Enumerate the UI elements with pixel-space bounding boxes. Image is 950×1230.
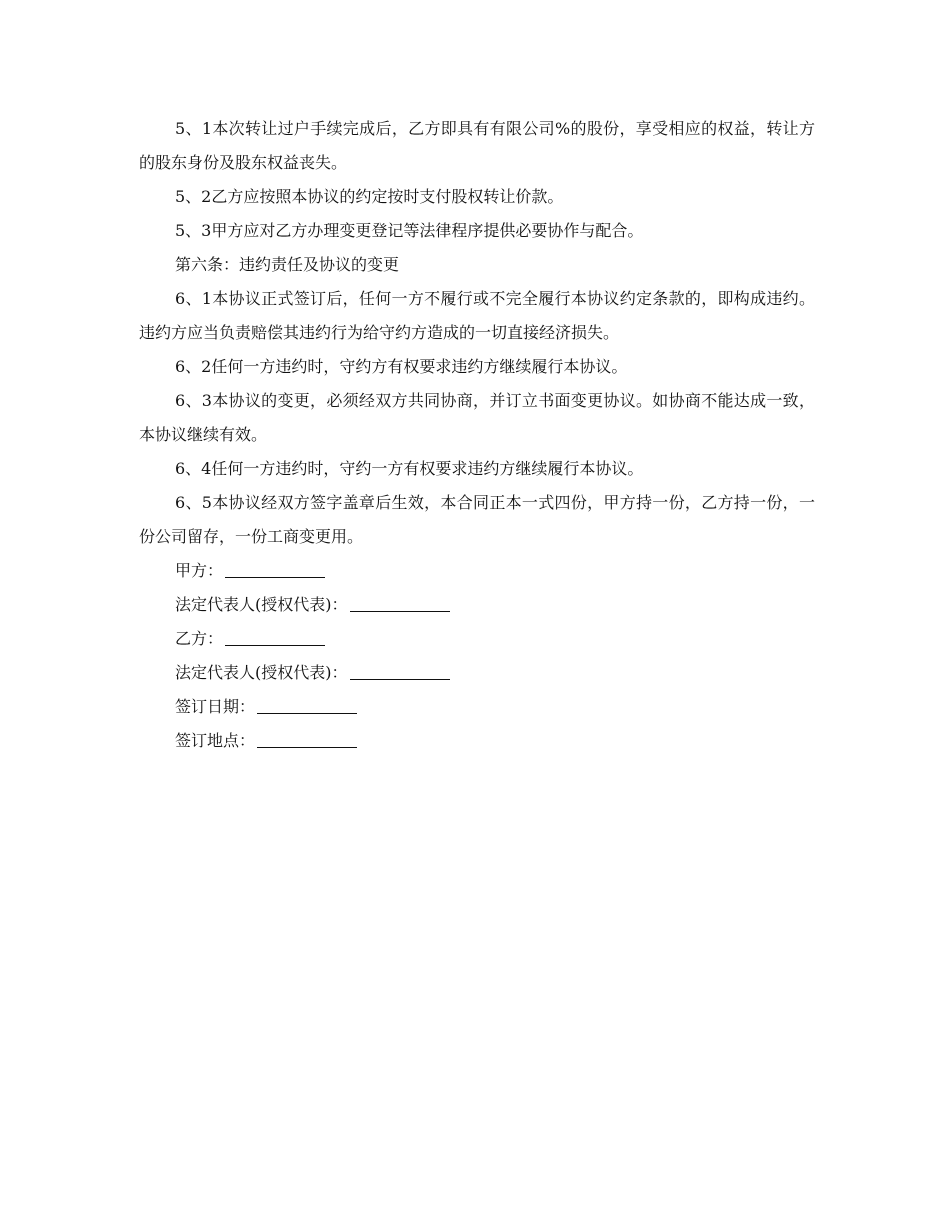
signature-party-b-representative-blank xyxy=(350,663,450,680)
signature-party-b xyxy=(139,622,815,656)
signature-party-a-representative-blank xyxy=(350,595,450,612)
clause-5-1: 5、1本次转让过户手续完成后，乙方即具有有限公司%的股份，享受相应的权益，转让方的股东身份及股东权益丧失。 xyxy=(139,119,815,172)
clause-6-5: 6、5本协议经双方签字盖章后生效，本合同正本一式四份，甲方持一份，乙方持一份，一份公司留存，一份工商变更用。 xyxy=(139,493,815,546)
signature-party-b-representative-label: 法定代表人(授权代表)： xyxy=(175,663,348,682)
signature-party-b-blank xyxy=(225,629,325,646)
clause-6-1: 6、1本协议正式签订后，任何一方不履行或不完全履行本协议约定条款的，即构成违约。违约方应当负责赔偿其违约行为给守约方造成的一切直接经济损失。 xyxy=(139,289,815,342)
clause-6-4: 6、4任何一方违约时，守约一方有权要求违约方继续履行本协议。 xyxy=(175,459,644,478)
signing-date xyxy=(139,690,815,724)
signature-party-a-label: 甲方： xyxy=(175,561,224,580)
clause-5-3: 5、3甲方应对乙方办理变更登记等法律程序提供必要协作与配合。 xyxy=(175,221,644,240)
signing-location-label: 签订地点： xyxy=(175,731,256,750)
signing-location xyxy=(139,724,815,758)
article-6-heading: 第六条：违约责任及协议的变更 xyxy=(175,255,400,274)
signature-party-b-representative xyxy=(139,656,815,690)
clause-6-3: 6、3本协议的变更，必须经双方共同协商，并订立书面变更协议。如协商不能达成一致，本协议继续有效。 xyxy=(139,391,815,444)
signing-date-blank xyxy=(257,697,357,714)
document-body xyxy=(139,112,815,758)
signature-party-a-representative-label: 法定代表人(授权代表)： xyxy=(175,595,348,614)
clause-5-2: 5、2乙方应按照本协议的约定按时支付股权转让价款。 xyxy=(175,187,564,206)
signature-party-b-label: 乙方： xyxy=(175,629,224,648)
signing-date-label: 签订日期： xyxy=(175,697,256,716)
signing-location-blank xyxy=(257,731,357,748)
signature-party-a-representative xyxy=(139,588,815,622)
clause-6-2: 6、2任何一方违约时，守约方有权要求违约方继续履行本协议。 xyxy=(175,357,628,376)
signature-party-a xyxy=(139,554,815,588)
signature-party-a-blank xyxy=(225,561,325,578)
